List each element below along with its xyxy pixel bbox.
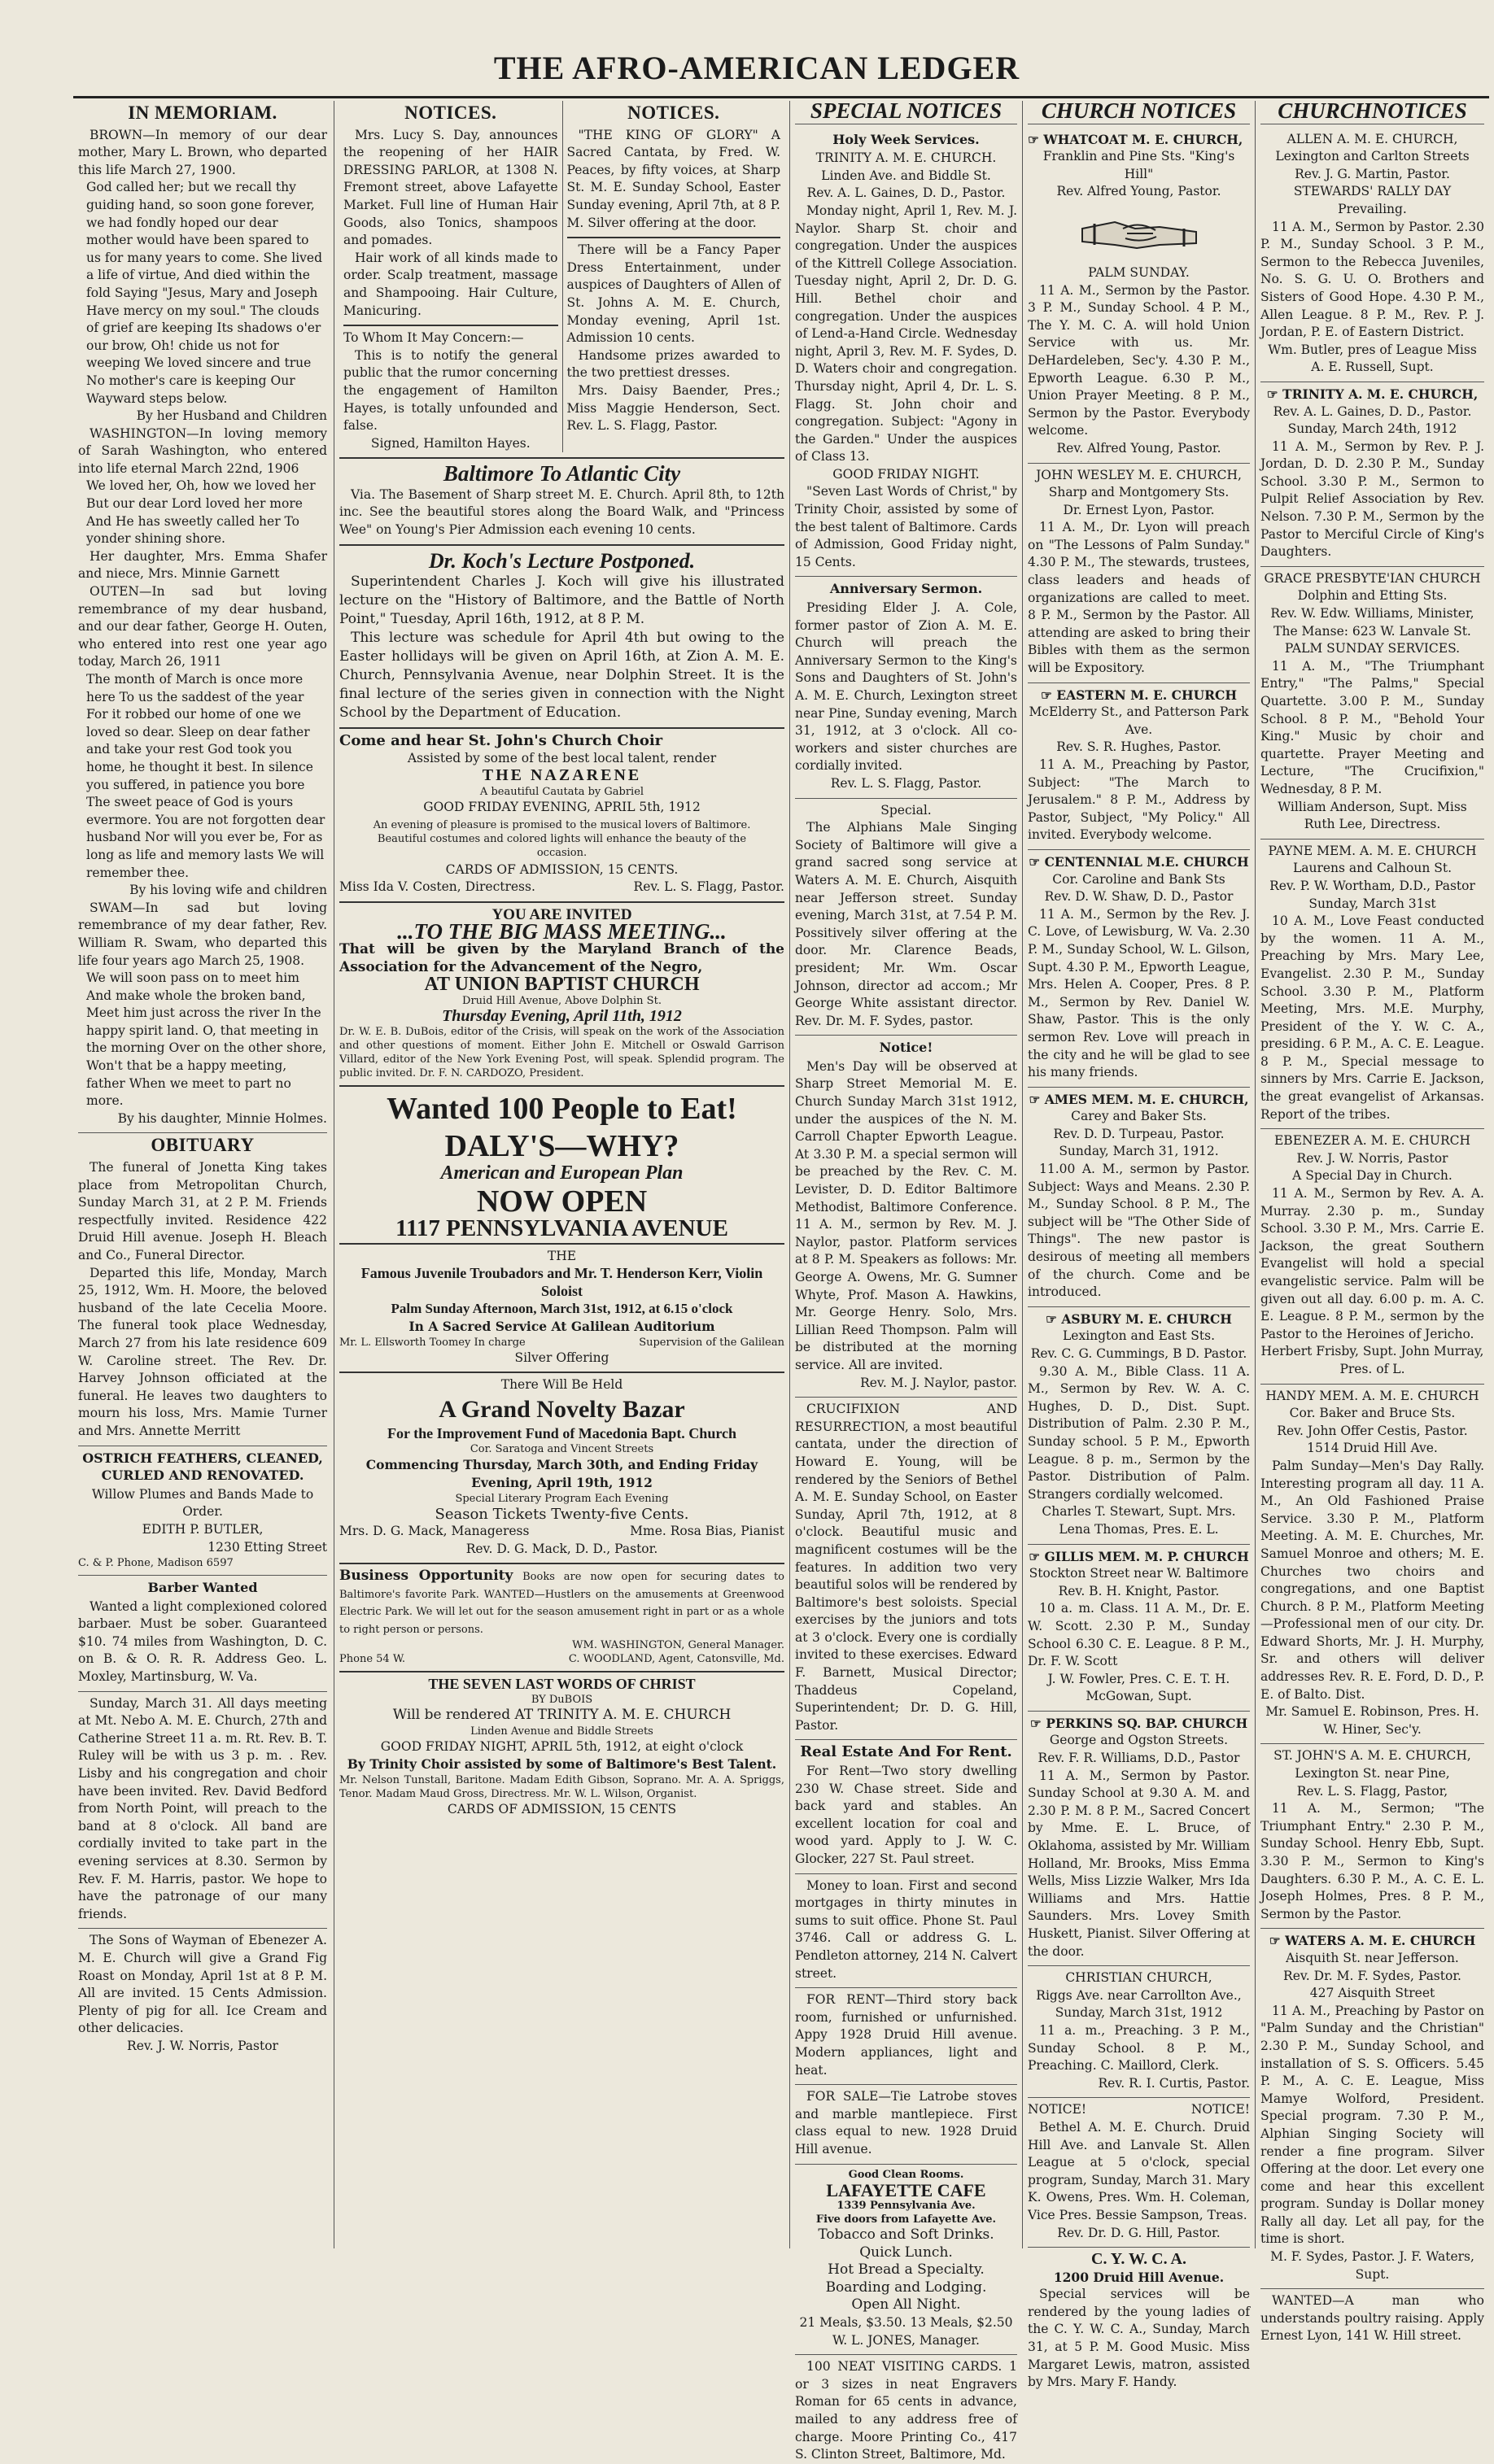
nebo-notice: Sunday, March 31. All days meeting at Mt. Nebo A. M. E. Church, 27th and Catherine Street 11 a. m. Rt. Rev. B. T. Ruley will be with us 3 p. m. . Rev. Lisby and his congregation and choir have been invited. Rev. David Bedford from North Point, will preach to the band at 8 o'clock. All band are cordially invited to take part in the evening services at 8.30. Sermon by Rev. F. M. Harris, pastor. We hope to have the patronage of our many friends. — [78, 1691, 327, 1924]
whatcoat-text: 11 A. M., Sermon by the Pastor. 3 P. M., Sunday School. 4 P. M., The Y. M. C. A. will hold Union Service with us. Mr. DeHardeleben, Sec'y. 4.30 P. M., Epworth League. 6.30 P. M., Union Prayer Meeting. 8 P. M., Sermon by the Pastor. Everybody welcome. — [1028, 282, 1250, 438]
centennial-heading — [1028, 849, 1250, 871]
asbury-heading — [1028, 1306, 1250, 1328]
cafe-line-3: Hot Bread a Specialty. — [828, 2261, 985, 2279]
ames-address: Carey and Baker Sts. — [1071, 1109, 1207, 1124]
atlantic-city-heading: Baltimore To Atlantic City — [443, 461, 681, 486]
business-heading: Business Opportunity — [339, 1568, 513, 1585]
troubadors-the: THE — [547, 1248, 577, 1263]
bazar-credits — [339, 1523, 784, 1541]
stjohn-pastor: Rev. L. S. Flagg, Pastor, — [1296, 1783, 1448, 1799]
daly-ad — [339, 1085, 784, 1241]
christian-signature: Rev. R. I. Curtis, Pastor. — [1098, 2075, 1250, 2091]
crucifixion-text: CRUCIFIXION AND RESURRECTION, a most beautiful cantata, under the direction of Howard E. Young, will be rendered by the Seniors of Bethel A. M. E. Sunday School, on Easter Sunday, April 7th, 1912, at 8 o'clock. Beautiful music and magnificent costumes will be the features. In addition two very beautiful solos will be rendered by Baltimore's best soloists. Special exercises by the juniors and tots at 3 o'clock. Every one is cordially invited to these exercises. Edward F. Barnett, Musical Director; Thaddeus Copeland, Superintendent; Dr. D. G. Hill, Pastor. — [795, 1397, 1017, 1734]
perkins-heading — [1028, 1711, 1250, 1733]
notices-left — [339, 101, 562, 452]
atlantic-city-text: Via. The Basement of Sharp street M. E. Church. April 8th, to 12th inc. See the beautiful stores along the Board Walk, and "Princess Wee" on Young's Pier Admission each evening 10 cents. — [339, 486, 784, 538]
grace-signature: William Anderson, Supt. Miss Ruth Lee, Directress. — [1278, 799, 1467, 832]
cafe-pre: Good Clean Rooms. — [848, 2168, 964, 2181]
holy-week-heading: Holy Week Services. — [832, 131, 980, 147]
ames-heading — [1028, 1087, 1250, 1109]
day-notice-2: Hair work of all kinds made to order. Scalp treatment, massage and Shampooing. Hair Culture, Manicuring. — [343, 250, 558, 318]
ostrich-name: EDITH P. BUTLER, — [142, 1521, 264, 1537]
mass-church: AT UNION BAPTIST CHURCH — [424, 974, 700, 996]
memoriam-outen-signature: By his loving wife and children — [129, 883, 327, 898]
allen-signature: Wm. Butler, pres of League Miss A. E. Russell, Supt. — [1268, 342, 1477, 375]
stjohn-text: 11 A. M., Sermon; "The Triumphant Entry." 2.30 P. M., Sunday School. Henry Ebb, Supt. 3.30 P. M., Sermon to King's Daughters. 6.30 P. M., A. C. E. L. Joseph Holmes, Pres. 8 P. M., Sermon by the Pastor. — [1260, 1801, 1484, 1921]
pointing-hand-icon: ☞ — [1046, 1310, 1062, 1327]
cafe-ad — [795, 2164, 1017, 2350]
mass-heading: YOU ARE INVITED — [491, 905, 632, 923]
bazar-address: Cor. Saratoga and Vincent Streets — [470, 1443, 654, 1456]
memoriam-heading: IN MEMORIAM. — [128, 102, 277, 123]
cafe-address: 1339 Pennsylvania Ave. — [837, 2200, 976, 2213]
business-signature-1: WM. WASHINGTON, General Manager. — [572, 1638, 784, 1651]
nazarene-ad — [339, 727, 784, 896]
pointing-hand-icon: ☞ — [1029, 853, 1045, 870]
whatcoat-heading-text: WHATCOAT M. E. CHURCH, — [1043, 131, 1243, 147]
daly-line-3: American and European Plan — [440, 1162, 684, 1184]
obituary-king: The funeral of Jonetta King takes place from Metropolitan Church, Sunday March 31, at 2 P. M. Friends respectfully invited. Residence 422 Druid Hill avenue. Joseph H. Bleach and Co., Funeral Director. — [78, 1160, 327, 1263]
allen-rally: STEWARDS' RALLY DAY Prevailing. — [1293, 184, 1452, 216]
bazar-ad — [339, 1372, 784, 1558]
troubadors-credits — [339, 1336, 784, 1350]
ostrich-text: Willow Plumes and Bands Made to Order. — [91, 1486, 314, 1520]
grace-palm: PALM SUNDAY SERVICES. — [1284, 641, 1461, 656]
anniversary-heading: Anniversary Sermon. — [795, 576, 1017, 598]
nazarene-sub: A beautiful Cautata by Gabriel — [479, 786, 644, 799]
holy-week-pastor: Rev. A. L. Gaines, D. D., Pastor. — [806, 185, 1006, 201]
column-special-notices — [789, 98, 1022, 2462]
column-church-notices — [1022, 98, 1255, 2390]
grace-heading: GRACE PRESBYTE'IAN CHURCH — [1260, 566, 1484, 588]
business-text: Books are now open for securing dates to Baltimore's favorite Park. WANTED—Hustlers on the amusements at Greenwood Electric Park. We will let out for the season amusement right in part or as a whole to right person or persons. — [339, 1571, 784, 1637]
notices-left-heading: NOTICES. — [404, 102, 497, 123]
koch-text: Superintendent Charles J. Koch will give his illustrated lecture on the "History of Baltimore, and the Battle of North Point," Tuesday, April 16th, 1912, at 8 P. M. — [339, 573, 784, 628]
grace-pastor: Rev. W. Edw. Williams, Minister, — [1270, 606, 1474, 621]
christian-address: Riggs Ave. near Carrollton Ave., — [1036, 1987, 1242, 2003]
memoriam-washington-poem: We loved her, Oh, how we loved her But our dear Lord loved her more And He has sweetly called her To yonder shining shore. — [86, 478, 316, 547]
perkins-address: George and Ogston Streets. — [1049, 1733, 1229, 1748]
handshake-icon — [1078, 204, 1200, 261]
asbury-text: 9.30 A. M., Bible Class. 11 A. M., Sermon by Rev. W. A. C. Hughes, D. D., Dist. Supt. Distribution of Palm. 2.30 P. M., Sunday school. 5 P. M., Epworth League. 8 p. m., Sermon by the Pastor. Distribution of Palm. Strangers cordially welcomed. — [1028, 1363, 1250, 1502]
business-footer — [339, 1652, 784, 1666]
grace-address: Dolphin and Etting Sts. — [1297, 588, 1448, 604]
handy-address: Cor. Baker and Bruce Sts. — [1289, 1406, 1456, 1421]
nazarene-desc: An evening of pleasure is promised to the musical lovers of Baltimore. Beautiful costumes and colored lights will enhance the beauty of the occasion. — [373, 818, 751, 859]
seven-by: BY DuBOIS — [531, 1694, 593, 1707]
nazarene-date: GOOD FRIDAY EVENING, APRIL 5th, 1912 — [423, 800, 701, 815]
special-text: The Alphians Male Singing Society of Baltimore will give a grand sacred song service at Waters A. M. E. Church, Aisquith near Jefferson street. Sunday evening, March 31st, at 7.54 P. M. Possitively silver offering at the door. Mr. Clarence Beads, president; Mr. Wm. Oscar Johnson, director ad accom.; Mr George White assistant director. Rev. Dr. M. F. Sydes, pastor. — [795, 820, 1017, 1028]
wanted-poultry: WANTED—A man who understands poultry raising. Apply Ernest Lyon, 141 W. Hill street. — [1260, 2288, 1484, 2345]
masthead: THE AFRO-AMERICAN LEDGER — [493, 50, 1020, 86]
centennial-text: 11 A. M., Sermon by the Rev. J. C. Love, of Lewisburg, W. Va. 2.30 P. M., Sunday School, W. L. Gilson, Supt. 4.30 P. M., Epworth League, Mrs. Helen A. Cooper, Pres. 8 P. M., Sermon by Rev. Daniel W. Shaw, Pastor. This is the only sermon Rev. Love will preach in the city and he will be glad to see his many friends. — [1028, 906, 1250, 1080]
wayman-signature: Rev. J. W. Norris, Pastor — [127, 2038, 278, 2053]
grace-manse: The Manse: 623 W. Lanvale St. — [1273, 623, 1471, 639]
memoriam-brown-poem: God called her; but we recall thy guiding hand, so soon gone forever, we had fondly hoped our dear mother would have been spared to us for many years to come. She lived a life of virtue, And died within the fold Saying "Jesus, Mary and Joseph Have mercy on my soul." The clouds of grief are keeping Its shadows o'er our brow, Oh! chide us not for weeping We loved sincere and true No mother's care is keeping Our Wayward steps below. — [86, 180, 323, 406]
waters-address-2: 427 Aisquith Street — [1309, 1986, 1435, 2001]
cafe-line-2: Quick Lunch. — [859, 2244, 953, 2261]
memoriam-brown: BROWN—In memory of our dear mother, Mary L. Brown, who departed this life March 27, 1900. — [78, 127, 327, 177]
memoriam-swam-poem: We will soon pass on to meet him And make whole the broken band, Meet him just across the river In the happy spirit land. O, that meeting in the morning Over on the other shore, Won't that be a happy meeting, father When we meet to part no more. — [86, 970, 326, 1109]
mass-address: Druid Hill Avenue, Above Dolphin St. — [462, 994, 662, 1007]
real-estate-2: Money to loan. First and second mortgages in thirty minutes in sums to suit office. Phone St. Paul 3746. Call or address G. L. Pendleton attorney, 214 N. Calvert street. — [795, 1873, 1017, 1983]
notices-right — [562, 101, 785, 452]
holy-week-text: Monday night, April 1, Rev. M. J. Naylor. Sharp St. choir and congregation. Under the auspices of the Kittrell College Association. Tuesday night, April 2, Dr. D. G. Hill. Bethel choir and congregation. Under the auspices of Lend-a-Hand Circle. Wednesday night, April 3, Rev. M. F. Sydes, D. D. Waters choir and congregation. Thursday night, April 4, Dr. L. S. Flagg. St. John choir and congregation. Subject: "Agony in the Garden." Under the auspices of Class 13. — [795, 203, 1017, 464]
bazar-program: Special Literary Program Each Evening — [455, 1492, 669, 1505]
payne-heading: PAYNE MEM. A. M. E. CHURCH — [1260, 839, 1484, 861]
memoriam-outen: OUTEN—In sad but loving remembrance of my dear husband, and our dear father, George H. Outen, who entered into rest one year ago today, March 26, 1911 — [78, 584, 327, 669]
wesley-address: Sharp and Montgomery Sts. — [1048, 485, 1230, 500]
nazarene-cards: CARDS OF ADMISSION, 15 CENTS. — [445, 861, 679, 877]
pointing-hand-icon: ☞ — [1040, 687, 1057, 703]
perkins-heading-text: PERKINS SQ. BAP. CHURCH — [1046, 1715, 1248, 1731]
ames-text: 11.00 A. M., sermon by Pastor. Subject: Ways and Means. 2.30 P. M., Sunday School. 8 P. M., The subject will be "The Other Side of Things". The new pastor is desirous of meeting all members of the church. Come and be introduced. — [1028, 1162, 1250, 1300]
trinity-heading-text: TRINITY A. M. E. CHURCH, — [1282, 386, 1479, 402]
memoriam-outen-poem: The month of March is once more here To us the saddest of the year For it robbed our home of one we loved so dear. Sleep on dear father and take your rest God took you home, he thought it best. In silence you suffered, in patience you bore The sweet peace of God is yours evermore. You are not forgotten dear husband Nor will you ever be, For as long as life and memory lasts We will remember thee. — [86, 672, 325, 880]
bazar-pianist: Mme. Rosa Bias, Pianist — [630, 1524, 784, 1539]
cafe-sub: Five doors from Lafayette Ave. — [815, 2213, 997, 2226]
bazar-title: A Grand Novelty Bazar — [439, 1395, 685, 1423]
ebenezer-text: 11 A. M., Sermon by Rev. A. A. Murray. 2.30 p. m., Sunday School. 3.30 P. M., Mrs. Carrie E. Jackson, the great Southern Evangelist will hold a special evangelistic service. Palm will be given out all day. 6.00 p. m. A. C. E. League. 8 P. M., sermon by the Pastor to the Heroines of Jericho. — [1260, 1186, 1484, 1341]
day-notice: Mrs. Lucy S. Day, announces the reopening of her HAIR DRESSING PARLOR, at 1308 N. Fremont street, above Lafayette Market. Full line of Human Hair Goods, also Tonics, shampoos and pomades. — [343, 127, 558, 248]
koch-heading: Dr. Koch's Lecture Postponed. — [428, 548, 696, 573]
waters-pastor: Rev. Dr. M. F. Sydes, Pastor. — [1283, 1968, 1461, 1983]
eastern-heading-text: EASTERN M. E. CHURCH — [1056, 687, 1238, 703]
notice-right: NOTICE! — [1190, 2102, 1250, 2117]
business-phone: Phone 54 W. — [339, 1652, 406, 1665]
column-church-notices-2 — [1255, 98, 1489, 2344]
mass-body: Dr. W. E. B. DuBois, editor of the Crisis, will speak on the work of the Association and other questions of moment. Either John E. Mitchell or Oswald Garrison Villard, editor of the New York Evening Post, will speak. Splendid program. The public invited. Dr. F. N. CARDOZO, President. — [339, 1026, 784, 1080]
gillis-heading — [1028, 1544, 1250, 1566]
special-heading: Special. — [795, 798, 1017, 820]
ostrich-heading: OSTRICH FEATHERS, CLEANED, CURLED AND RENOVATED. — [78, 1446, 327, 1485]
asbury-heading-text: ASBURY M. E. CHURCH — [1061, 1310, 1232, 1327]
seven-cards: CARDS OF ADMISSION, 15 CENTS — [447, 1802, 677, 1817]
good-friday-text: "Seven Last Words of Christ," by Trinity Choir, assisted by some of the best talent of Baltimore. Cards of Admission, Good Friday night, 15 Cents. — [795, 484, 1017, 569]
ames-heading-text: AMES MEM. M. E. CHURCH, — [1044, 1091, 1249, 1107]
daly-line-4: NOW OPEN — [476, 1184, 648, 1219]
good-friday-heading: GOOD FRIDAY NIGHT. — [832, 466, 980, 482]
ebenezer-sub: A Special Day in Church. — [1292, 1168, 1452, 1184]
eastern-text: 11 A. M., Preaching by Pastor, Subject: "The March to Jerusalem." 8 P. M., Address by Pastor, Subject, "My Policy." All invited. Everybody welcome. — [1028, 757, 1250, 843]
wesley-pastor: Dr. Ernest Lyon, Pastor. — [1063, 502, 1215, 517]
christian-date: Sunday, March 31st, 1912 — [1055, 2005, 1223, 2021]
waters-heading-text: WATERS A. M. E. CHURCH — [1285, 1933, 1476, 1949]
christian-text: 11 a. m., Preaching. 3 P. M., Sunday School. 8 P. M., Preaching. C. Maillord, Clerk. — [1028, 2022, 1250, 2074]
mass-meeting-ad — [339, 901, 784, 1081]
koch-text-2: This lecture was schedule for April 4th but owing to the Easter hollidays will be given on April 16th, at Zion A. M. E. Church, Pennsylvania Avenue, near Dolphin Street. It is the final lecture of the series given in connection with the Night School by the Department of Education. — [339, 630, 784, 722]
seven-line-2: GOOD FRIDAY NIGHT, APRIL 5th, 1912, at eight o'clock — [380, 1738, 744, 1754]
centennial-pastor: Rev. D. W. Shaw, D. D., Pastor — [1044, 889, 1234, 905]
column-memoriam — [73, 101, 332, 2248]
seven-line-3: By Trinity Choir assisted by some of Baltimore's Best Talent. — [347, 1756, 777, 1773]
perkins-pastor: Rev. F. R. Williams, D.D., Pastor — [1038, 1751, 1240, 1766]
mass-date: Thursday Evening, April 11th, 1912 — [442, 1006, 682, 1025]
real-estate-3: FOR RENT—Third story back room, furnished or unfurnished. Appy 1928 Druid Hill avenue. Modern appliances, light and heat. — [795, 1987, 1017, 2079]
ames-pastor: Rev. D. D. Turpeau, Pastor. — [1053, 1126, 1225, 1141]
memoriam-washington-signature: Her daughter, Mrs. Emma Shafer and niece, Mrs. Minnie Garnett — [78, 548, 327, 582]
seven-line-1: Will be rendered AT TRINITY A. M. E. CHURCH — [392, 1707, 732, 1724]
gillis-address: Stockton Street near W. Baltimore — [1029, 1566, 1249, 1581]
troubadors-date: Palm Sunday Afternoon, March 31st, 1912, at 6.15 o'clock — [391, 1301, 733, 1317]
mass-title: ...TO THE BIG MASS MEETING... — [397, 919, 727, 944]
notice-text: Men's Day will be observed at Sharp Street Memorial M. E. Church Sunday March 31st 1912, under the auspices of the N. M. Carroll Chapter Epworth League. At 3.30 P. M. a special sermon will be preached by the Rev. C. M. Levister, D. D. Editor Baltimore Methodist, Baltimore Conference. 11 A. M., sermon by Rev. M. J. Naylor, pastor. Platform services at 8 P. M. Speakers as follows: Mr. George A. Owens, Mr. G. Sumner Whyte, Prof. Mason A. Hawkins, Mr. George Henry. Solo, Mrs. Lillian Reed Thompson. Palm will be distributed at the morning service. All are invited. — [795, 1058, 1017, 1372]
ebenezer-signature: Herbert Frisby, Supt. John Murray, Pres. of L. — [1260, 1344, 1484, 1376]
barber-heading: Barber Wanted — [78, 1575, 327, 1597]
whatcoat-address: Franklin and Pine Sts. "King's Hill" — [1042, 149, 1235, 181]
hayes-notice: This is to notify the general public that the rumor concerning the engagement of Hamilton Hayes, is totally unfounded and false. — [343, 347, 558, 434]
bazar-sub: For the Improvement Fund of Macedonia Bapt. Church — [387, 1424, 736, 1441]
pointing-hand-icon: ☞ — [1029, 1715, 1046, 1731]
nazarene-credits — [339, 879, 784, 896]
notice-left: NOTICE! — [1028, 2102, 1087, 2117]
ebenezer-heading: EBENEZER A. M. E. CHURCH — [1260, 1128, 1484, 1150]
cafe-line-1: Tobacco and Soft Drinks. — [818, 2226, 994, 2244]
fancy-notice-2: Handsome prizes awarded to the two prettiest dresses. — [566, 347, 780, 381]
troubadors-service: In A Sacred Service At Galilean Auditorium — [408, 1318, 715, 1334]
ostrich-phone: C. & P. Phone, Madison 6597 — [78, 1557, 234, 1570]
nazarene-pastor: Rev. L. S. Flagg, Pastor. — [633, 879, 784, 895]
memoriam-swam-signature: By his daughter, Minnie Holmes. — [117, 1110, 327, 1126]
handy-heading: HANDY MEM. A. M. E. CHURCH — [1260, 1384, 1484, 1406]
cafe-heading: LAFAYETTE CAFE — [826, 2179, 986, 2200]
centennial-heading-text: CENTENNIAL M.E. CHURCH — [1044, 853, 1249, 870]
pointing-hand-icon: ☞ — [1029, 1091, 1045, 1107]
barber-text: Wanted a light complexioned colored barbaer. Must be sober. Guaranteed $10. 74 miles from Washington, D. C. on B. & O. R. R. Address Geo. L. Moxley, Martinsburg, W. Va. — [78, 1598, 327, 1685]
obituary-moore: Departed this life, Monday, March 25, 1912, Wm. H. Moore, the beloved husband of the late Cecelia Moore. The funeral took place Wednesday, March 27 from his late residence 609 W. Caroline street. The Rev. Dr. Harvey Johnson officiated at the funeral. He leaves two daughters to mourn his loss, Mrs. Mamie Turner and Mrs. Annette Merritt — [78, 1265, 327, 1438]
asbury-signature: Charles T. Stewart, Supt. Mrs. Lena Thomas, Pres. E. L. — [1042, 1504, 1236, 1537]
bazar-pre: There Will Be Held — [500, 1377, 623, 1393]
bethel-signature: Rev. Dr. D. G. Hill, Pastor. — [1057, 2225, 1221, 2240]
whatcoat-heading — [1028, 131, 1250, 149]
waters-address: Aisquith St. near Jefferson. — [1286, 1950, 1459, 1965]
seven-heading: THE SEVEN LAST WORDS OF CHRIST — [428, 1675, 696, 1692]
ebenezer-pastor: Rev. J. W. Norris, Pastor — [1296, 1150, 1448, 1166]
asbury-address: Lexington and East Sts. — [1062, 1328, 1215, 1344]
trinity-date: Sunday, March 24th, 1912 — [1287, 421, 1457, 437]
payne-date: Sunday, March 31st — [1308, 896, 1436, 911]
real-estate-heading: Real Estate And For Rent. — [795, 1739, 1017, 1761]
asbury-pastor: Rev. C. G. Cummings, B D. Pastor. — [1030, 1346, 1247, 1361]
eastern-address: McElderry St., and Patterson Park Ave. — [1029, 704, 1249, 737]
church-notices-heading: CHURCH NOTICES — [1028, 102, 1250, 124]
stjohn-heading: ST. JOHN'S A. M. E. CHURCH, — [1260, 1743, 1484, 1765]
wesley-text: 11 A. M., Dr. Lyon will preach on "The Lessons of Palm Sunday." 4.30 P. M., The stewards, trustees, class leaders and heads of organizations are called to meet. 8 P. M., Sermon by the Pastor. All attending are asked to bring their Bibles with them as the sermon will be Expository. — [1028, 520, 1250, 676]
allen-pastor: Rev. J. G. Martin, Pastor. — [1295, 166, 1450, 181]
choir-heading: Come and hear St. John's Church Choir — [339, 732, 663, 750]
cafe-line-4: Boarding and Lodging. — [825, 2279, 987, 2296]
gillis-signature: J. W. Fowler, Pres. C. E. T. H. McGowan, Supt. — [1047, 1671, 1230, 1704]
wayman-notice: The Sons of Wayman of Ebenezer A. M. E. Church will give a Grand Fig Roast on Monday, April 1st at 8 P. M. All are invited. 15 Cents Admission. Plenty of pig for all. Ice Cream and other delicacies. — [78, 1928, 327, 2038]
fancy-notice-3: Mrs. Daisy Baender, Pres.; Miss Maggie Henderson, Sect. Rev. L. S. Flagg, Pastor. — [566, 382, 780, 434]
troubadors-charge: Mr. L. Ellsworth Toomey In charge — [339, 1336, 526, 1349]
real-estate-1: For Rent—Two story dwelling 230 W. Chase street. Side and back yard and stables. An excellent location for coal and wood yard. Apply to J. W. C. Glocker, 227 St. Paul street. — [795, 1764, 1017, 1866]
trinity-heading — [1260, 382, 1484, 403]
hayes-to: To Whom It May Concern:— — [343, 325, 558, 347]
bazar-manageress: Mrs. D. G. Mack, Manageress — [339, 1524, 530, 1539]
bazar-pastor: Rev. D. G. Mack, D. D., Pastor. — [465, 1541, 658, 1556]
whatcoat-signature: Rev. Alfred Young, Pastor. — [1056, 440, 1221, 456]
allen-text: 11 A. M., Sermon by Pastor. 2.30 P. M., Sunday School. 3 P. M., Sermon to the Rebecca Juveniles, No. S. G. U. O. Brothers and Sisters of Good Hope. 4.30 P. M., Allen League. 8 P. M., Rev. P. J. Jordan, P. E. of Eastern District. — [1260, 219, 1484, 340]
christian-heading: CHRISTIAN CHURCH, — [1028, 1965, 1250, 1987]
payne-text: 10 A. M., Love Feast conducted by the women. 11 A. M., Preaching by Mrs. Mary Lee, Evangelist. 2.30 P. M., Sunday School. 3.30 P. M., Platform Meeting, Mrs. M.E. Murphy, President of the Y. W. C. A., presiding. 6 P. M., A. C. E. League. 8 P. M., Special message to sinners by Mrs. Carrie E. Jackson, the great evangelist of Arkansas. Report of the tribes. — [1260, 914, 1484, 1122]
nazarene-directress: Miss Ida V. Costen, Directress. — [339, 879, 535, 895]
troubadors-title: Famous Juvenile Troubadors and Mr. T. Henderson Kerr, Violin Soloist — [360, 1265, 763, 1299]
glory-notice: "THE KING OF GLORY" A Sacred Cantata, by Fred. W. Peaces, by fifty voices, at Sharp St. M. E. Sunday School, Easter Sunday evening, April 7th, at 8 P. M. Silver offering at the door. — [566, 127, 780, 230]
notices-split — [339, 101, 784, 452]
pointing-hand-icon: ☞ — [1028, 131, 1044, 147]
bazar-tickets: Season Tickets Twenty-five Cents. — [435, 1505, 689, 1523]
troubadors-ad — [339, 1243, 784, 1367]
atlantic-city-ad — [339, 457, 784, 539]
allen-heading: ALLEN A. M. E. CHURCH, — [1286, 131, 1458, 146]
memoriam-brown-signature: By her Husband and Children — [136, 408, 327, 424]
daly-line-5: 1117 PENNSYLVANIA AVENUE — [395, 1215, 728, 1241]
masthead-rule — [73, 96, 1489, 98]
seven-address: Linden Avenue and Biddle Streets — [470, 1725, 653, 1738]
seven-words-ad — [339, 1671, 784, 1819]
payne-address: Laurens and Calhoun St. — [1292, 861, 1452, 876]
allen-address: Lexington and Carlton Streets — [1275, 149, 1470, 164]
troubadors-supervision: Supervision of the Galilean — [639, 1336, 784, 1349]
stjohn-address: Lexington St. near Pine, — [1295, 1766, 1450, 1781]
bethel-text: Bethel A. M. E. Church. Druid Hill Ave. and Lanvale St. Allen League at 5 o'clock, special program, Sunday, March 31. Mary K. Owens, Pres. Wm. H. Coleman, Vice Pres. Bessie Sampson, Treas. — [1028, 2119, 1250, 2222]
perkins-text: 11 A. M., Sermon by Pastor. Sunday School at 9.30 A. M. and 2.30 P. M. 8 P. M., Sacred Concert by Mme. E. L. Bruce, of Oklahoma, assisted by Mr. William Holland, Mr. Brooks, Miss Emma Wells, Miss Lizzie Walker, Mrs Ida Williams and Mrs. Hattie Saunders. Mrs. Lovey Smith Huskett, Pianist. Silver Offering at the door. — [1028, 1768, 1250, 1959]
notice-signature: Rev. M. J. Naylor, pastor. — [860, 1375, 1017, 1390]
eastern-pastor: Rev. S. R. Hughes, Pastor. — [1056, 739, 1221, 755]
notices-right-heading: NOTICES. — [627, 102, 720, 123]
memoriam-swam: SWAM—In sad but loving remembrance of my dear father, Rev. William R. Swam, who departed this life four years ago March 25, 1908. — [78, 900, 327, 968]
ames-date: Sunday, March 31, 1912. — [1059, 1144, 1219, 1159]
whatcoat-pastor: Rev. Alfred Young, Pastor. — [1056, 184, 1221, 199]
cafe-line-5: Open All Night. — [851, 2296, 961, 2314]
handy-address-2: 1514 Druid Hill Ave. — [1307, 1441, 1438, 1456]
grace-text: 11 A. M., "The Triumphant Entry," "The Palms," Special Quartette. 3.00 P. M., Sunday School. 8 P. M., "Behold Your King." Music by choir and quartette. Prayer Meeting and Lecture, "The Crucifixion," Wednesday, 8 P. M. — [1260, 658, 1484, 796]
business-signature-2: C. WOODLAND, Agent, Catonsville, Md. — [568, 1652, 784, 1665]
ywca-text: Special services will be rendered by the young ladies of the C. Y. W. C. A., Sunday, March 31, at 5 P. M. Good Music. Miss Margaret Lewis, matron, assisted by Mrs. Mary F. Handy. — [1028, 2287, 1250, 2390]
handy-pastor: Rev. John Offer Cestis, Pastor. — [1277, 1423, 1468, 1438]
whatcoat-palm: PALM SUNDAY. — [1088, 264, 1190, 280]
troubadors-offering: Silver Offering — [514, 1350, 609, 1365]
cafe-line-7: W. L. JONES, Manager. — [832, 2332, 980, 2348]
fancy-notice: There will be a Fancy Paper Dress Entertainment, under auspices of Daughters of Allen of St. Johns A. M. E. Church, Monday evening, April 1st. Admission 10 cents. — [567, 237, 781, 347]
nazarene-title: THE NAZARENE — [482, 766, 642, 785]
daly-line-2: DALY'S—WHY? — [444, 1129, 679, 1164]
business-ad — [339, 1563, 784, 1665]
mass-sub: That will be given by the Maryland Branch of the Association for the Advancement of the Negro, — [339, 941, 784, 975]
gillis-text: 10 a. m. Class. 11 A. M., Dr. E. W. Scott. 2.30 P. M., Sunday School 6.30 C. E. League. 8 P. M., Dr. F. W. Scott — [1028, 1601, 1250, 1669]
memoriam-washington: WASHINGTON—In loving memory of Sarah Washington, who entered into life eternal March 22nd, 1906 — [78, 425, 327, 476]
holy-week-address: Linden Ave. and Biddle St. — [821, 168, 991, 183]
ostrich-address: 1230 Etting Street — [208, 1539, 327, 1555]
ywca-heading: C. Y. W. C. A. — [1028, 2247, 1250, 2269]
handy-text: Palm Sunday—Men's Day Rally. Interesting program all day. 11 A. M., An Old Fashioned Praise Service. 3.30 P. M., Platform Meeting. A. M. E. Churches, Mr. Samuel Monroe and others; M. E. Churches two choirs and congregations, and one Baptist Church. 8 P. M., Platform Meeting—Professional men of our city. Dr. Edward Shorts, Mr. J. H. Murphy, Sr. and others will deliver addresses Rev. R. E. Ford, D. D., P. E. of Balto. Dist. — [1260, 1458, 1484, 1702]
hayes-signature: Signed, Hamilton Hayes. — [370, 435, 531, 451]
koch-lecture — [339, 544, 784, 723]
church-notices-2-heading: CHURCHNOTICES — [1260, 102, 1484, 124]
centennial-address: Cor. Caroline and Bank Sts — [1052, 871, 1225, 887]
pointing-hand-icon: ☞ — [1266, 386, 1283, 402]
cafe-line-6: 21 Meals, $3.50. 13 Meals, $2.50 — [799, 2315, 1013, 2331]
payne-pastor: Rev. P. W. Wortham, D.D., Pastor — [1269, 878, 1475, 893]
eastern-heading — [1028, 683, 1250, 704]
waters-heading — [1260, 1928, 1484, 1950]
waters-signature: M. F. Sydes, Pastor. J. F. Waters, Supt. — [1270, 2249, 1474, 2282]
real-estate-4: FOR SALE—Tie Latrobe stoves and marble mantlepiece. First class equal to new. 1928 Druid Hill avenue. — [795, 2084, 1017, 2158]
obituary-heading: OBITUARY — [78, 1132, 327, 1154]
ywca-address: 1200 Druid Hill Avenue. — [1053, 2269, 1225, 2285]
anniversary-text: Presiding Elder J. A. Cole, former pastor of Zion A. M. E. Church will preach the Anniversary Sermon to the King's Sons and Daughters of St. John's A. M. E. Church, Lexington street near Pine, Sunday evening, March 31, 1912, at 3 o'clock. All co-workers and sister churches are cordially invited. — [795, 600, 1017, 774]
gillis-heading-text: GILLIS MEM. M. P. CHURCH — [1044, 1548, 1249, 1564]
wesley-heading: JOHN WESLEY M. E. CHURCH, — [1028, 463, 1250, 485]
column-notices — [334, 101, 789, 2248]
daly-line-1: Wanted 100 People to Eat! — [387, 1092, 737, 1127]
notice-banner — [1028, 2097, 1250, 2119]
bazar-date: Commencing Thursday, March 30th, and Ending Friday Evening, April 19th, 1912 — [365, 1457, 758, 1490]
waters-text: 11 A. M., Preaching by Pastor on "Palm Sunday and the Christian" 2.30 P. M., Sunday School, and installation of S. S. Officers. 5.45 P. M., A. C. E. League, Miss Mamye Wolford, President. Special program. 7.30 P. M., Alphian Singing Society will render a fine program. Silver Offering at the door. Let every one come and hear this excellent program. Sunday is Dollar money Rally all day. Let all pay, for the time is short. — [1260, 2003, 1484, 2247]
trinity-pastor: Rev. A. L. Gaines, D. D., Pastor. — [1273, 403, 1472, 419]
visiting-cards-ad: 100 NEAT VISITING CARDS. 1 or 3 sizes in neat Engravers Roman for 65 cents in advance, mailed to any address free of charge. Moore Printing Co., 417 S. Clinton Street, Baltimore, Md. — [795, 2354, 1017, 2464]
seven-cast: Mr. Nelson Tunstall, Baritone. Madam Edith Gibson, Soprano. Mr. A. A. Spriggs, Tenor. Madam Maud Gross, Directress. Mr. W. L. Wilson, Organist. — [339, 1774, 784, 1801]
choir-sub: Assisted by some of the best local talent, render — [407, 750, 717, 765]
gillis-pastor: Rev. B. H. Knight, Pastor. — [1058, 1583, 1220, 1598]
notice-heading: Notice! — [795, 1035, 1017, 1057]
holy-week-church: TRINITY A. M. E. CHURCH. — [815, 150, 997, 166]
handy-signature: Mr. Samuel E. Robinson, Pres. H. W. Hiner, Sec'y. — [1265, 1704, 1479, 1737]
pointing-hand-icon: ☞ — [1029, 1548, 1045, 1564]
newspaper-page — [24, 0, 1489, 2462]
special-notices-heading: SPECIAL NOTICES — [795, 102, 1017, 124]
trinity-text: 11 A. M., Sermon by Rev. P. J. Jordan, D. D. 2.30 P. M., Sunday School. 3.30 P. M., Sermon to Pulpit Relief Association by Rev. Nelson. 7.30 P. M., Sermon by the Pastor to Merciful Circle of King's Daughters. — [1260, 438, 1484, 560]
pointing-hand-icon: ☞ — [1269, 1933, 1286, 1949]
anniversary-signature: Rev. L. S. Flagg, Pastor. — [830, 775, 982, 791]
